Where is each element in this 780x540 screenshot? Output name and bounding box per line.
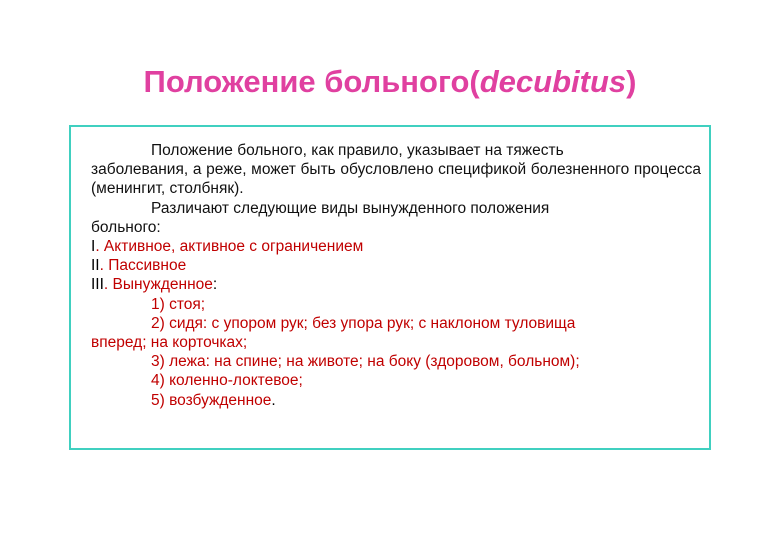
item-forced-colon: : [212,276,218,294]
intro-rest: заболевания, а реже, может быть обусловлено спецификой болезненного процесса (менингит, столбняк). [91,161,701,198]
list-item-active [91,237,701,256]
sub-item-sitting-line2: вперед; на корточках; [91,334,248,352]
roman-numeral-1: I [91,238,96,256]
sub-item-excited [91,391,701,410]
roman-numeral-3: III [91,276,104,294]
slide-title [0,62,780,102]
sub-item-excited-text: 5) возбужденное [151,391,272,409]
distinguish-line2: больного: [91,218,161,236]
list-item-passive [91,256,701,275]
sub-item-excited-period: . [271,391,276,409]
sub-item-standing: 1) стоя; [151,295,206,313]
sub-item-sitting-line1: 2) сидя: с упором рук; без упора рук; с наклоном туловища [151,314,576,332]
content-text [91,141,701,410]
item-passive-text: . Пассивное [99,257,187,275]
content-frame [69,125,711,450]
item-active-text: . Активное, активное с ограничением [95,238,364,256]
title-main: Положение больного( [143,64,480,99]
sub-item-knee-elbow: 4) коленно-локтевое; [151,372,303,390]
roman-numeral-2: II [91,257,100,275]
item-forced-text: . Вынужденное [103,276,213,294]
title-close: ) [626,64,637,99]
sub-item-lying: 3) лежа: на спине; на животе; на боку (здоровом, больном); [151,353,580,371]
distinguish-line1: Различают следующие виды вынужденного положения [151,199,550,217]
intro-line1: Положение больного, как правило, указывает на тяжесть [151,142,564,159]
list-item-forced [91,275,701,294]
title-latin: decubitus [479,64,627,99]
